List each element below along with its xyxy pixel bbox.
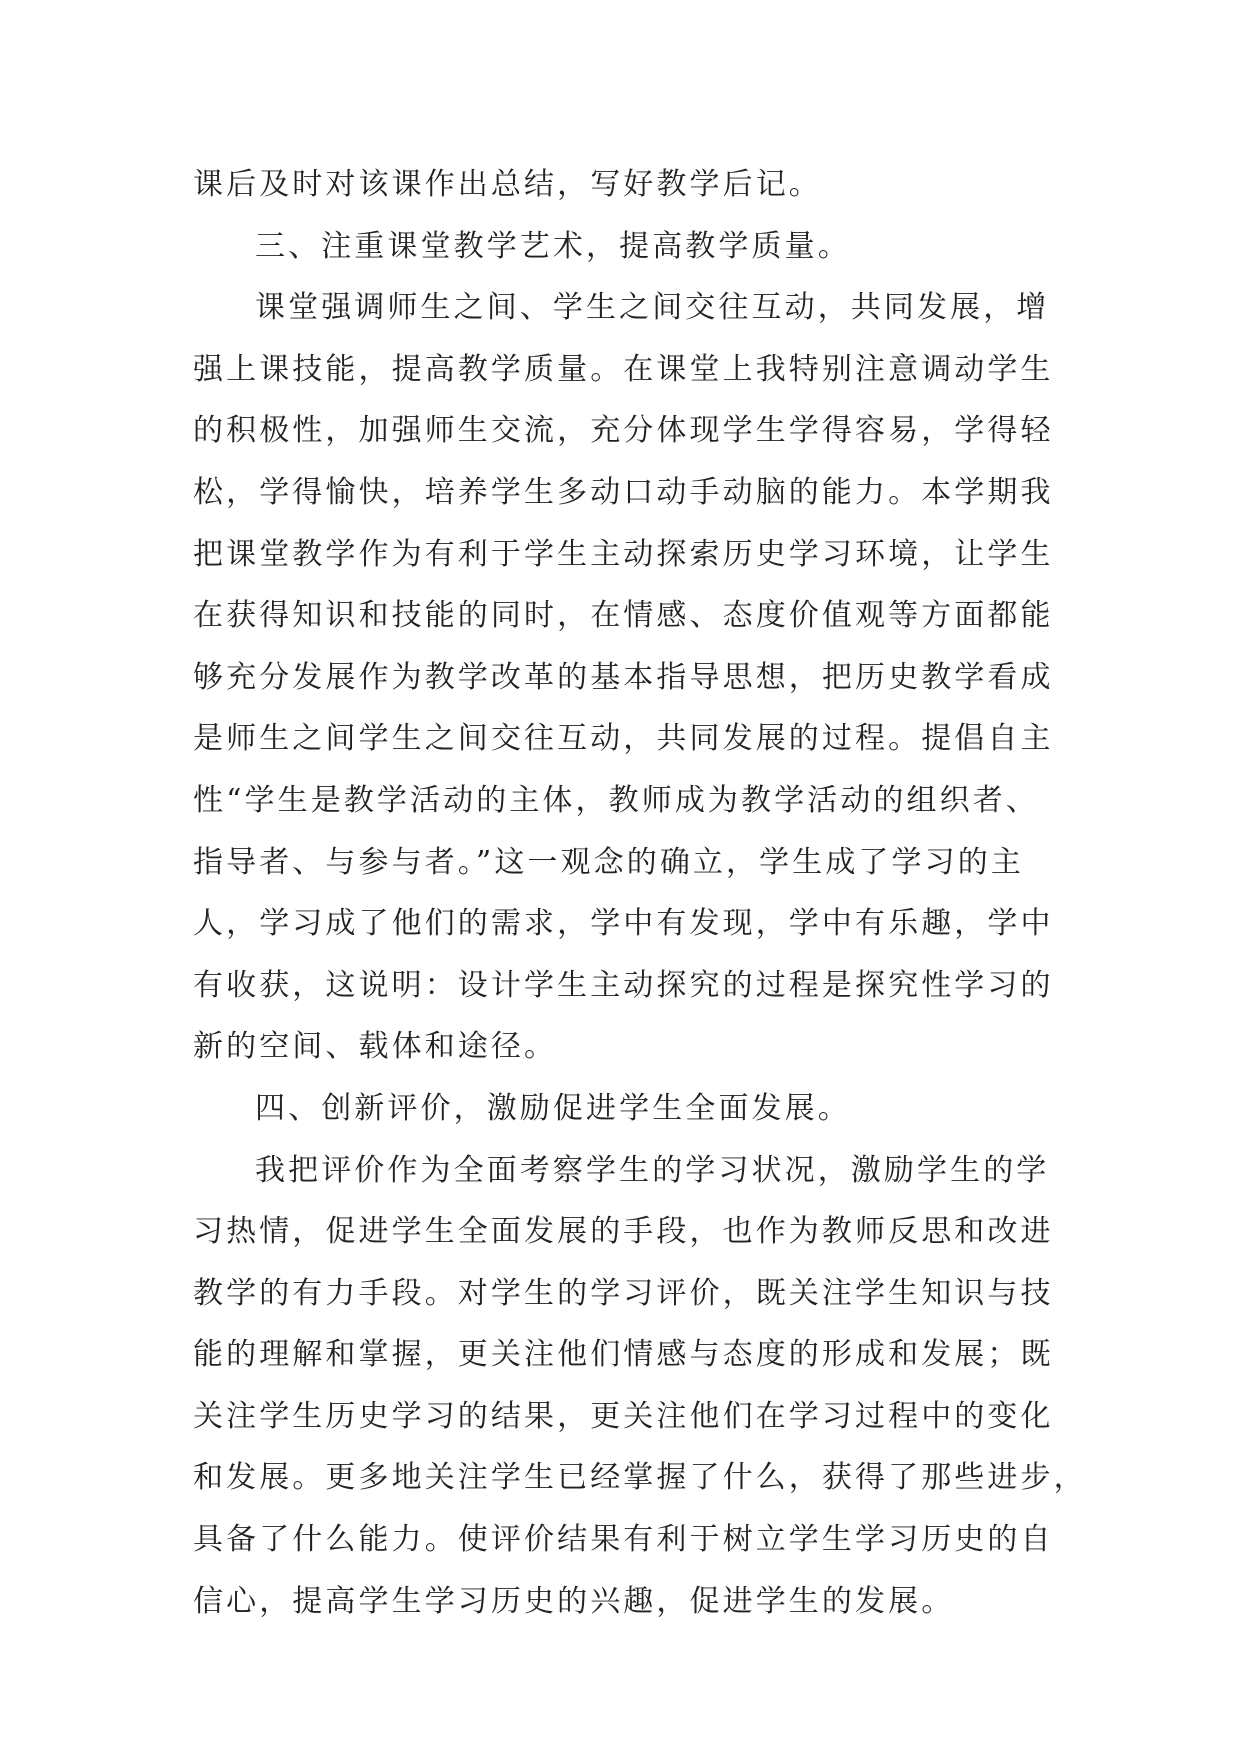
text-line: 新的空间、载体和途径。 bbox=[193, 1029, 558, 1065]
text-line: 关注学生历史学习的结果，更关注他们在学习过程中的变化 bbox=[193, 1398, 1054, 1434]
text-line: 能的理解和掌握，更关注他们情感与态度的形成和发展；既 bbox=[193, 1337, 1054, 1373]
text-line: 教学的有力手段。对学生的学习评价，既关注学生知识与技 bbox=[193, 1275, 1054, 1311]
text-line: 性“学生是教学活动的主体，教师成为教学活动的组织者、 bbox=[193, 782, 1039, 818]
text-line: 习热情，促进学生全面发展的手段，也作为教师反思和改进 bbox=[193, 1214, 1054, 1250]
text-line: 指导者、与参与者。”这一观念的确立，学生成了学习的主 bbox=[193, 844, 1024, 880]
text-line: 四、创新评价，激励促进学生全面发展。 bbox=[255, 1090, 851, 1126]
text-line: 够充分发展作为教学改革的基本指导思想，把历史教学看成 bbox=[193, 659, 1054, 695]
text-line: 和发展。更多地关注学生已经掌握了什么，获得了那些进步， bbox=[193, 1460, 1087, 1496]
text-line: 是师生之间学生之间交往互动，共同发展的过程。提倡自主 bbox=[193, 721, 1054, 757]
text-line: 具备了什么能力。使评价结果有利于树立学生学习历史的自 bbox=[193, 1522, 1054, 1558]
text-line: 我把评价作为全面考察学生的学习状况，激励学生的学 bbox=[255, 1152, 1050, 1188]
text-line: 课堂强调师生之间、学生之间交往互动，共同发展，增 bbox=[255, 290, 1050, 326]
document-body bbox=[193, 154, 1087, 1632]
text-line: 有收获，这说明：设计学生主动探究的过程是探究性学习的 bbox=[193, 967, 1054, 1003]
text-line: 人，学习成了他们的需求，学中有发现，学中有乐趣，学中 bbox=[193, 906, 1054, 942]
text-line: 课后及时对该课作出总结，写好教学后记。 bbox=[193, 167, 822, 202]
text-line: 在获得知识和技能的同时，在情感、态度价值观等方面都能 bbox=[193, 598, 1054, 634]
text-line: 信心，提高学生学习历史的兴趣，促进学生的发展。 bbox=[193, 1583, 955, 1619]
text-line: 三、注重课堂教学艺术，提高教学质量。 bbox=[255, 228, 851, 264]
text-line: 的积极性，加强师生交流，充分体现学生学得容易，学得轻 bbox=[193, 413, 1054, 449]
text-line: 强上课技能，提高教学质量。在课堂上我特别注意调动学生 bbox=[193, 351, 1054, 387]
text-line: 松，学得愉快，培养学生多动口动手动脑的能力。本学期我 bbox=[193, 474, 1054, 510]
text-line: 把课堂教学作为有利于学生主动探索历史学习环境，让学生 bbox=[193, 536, 1054, 572]
